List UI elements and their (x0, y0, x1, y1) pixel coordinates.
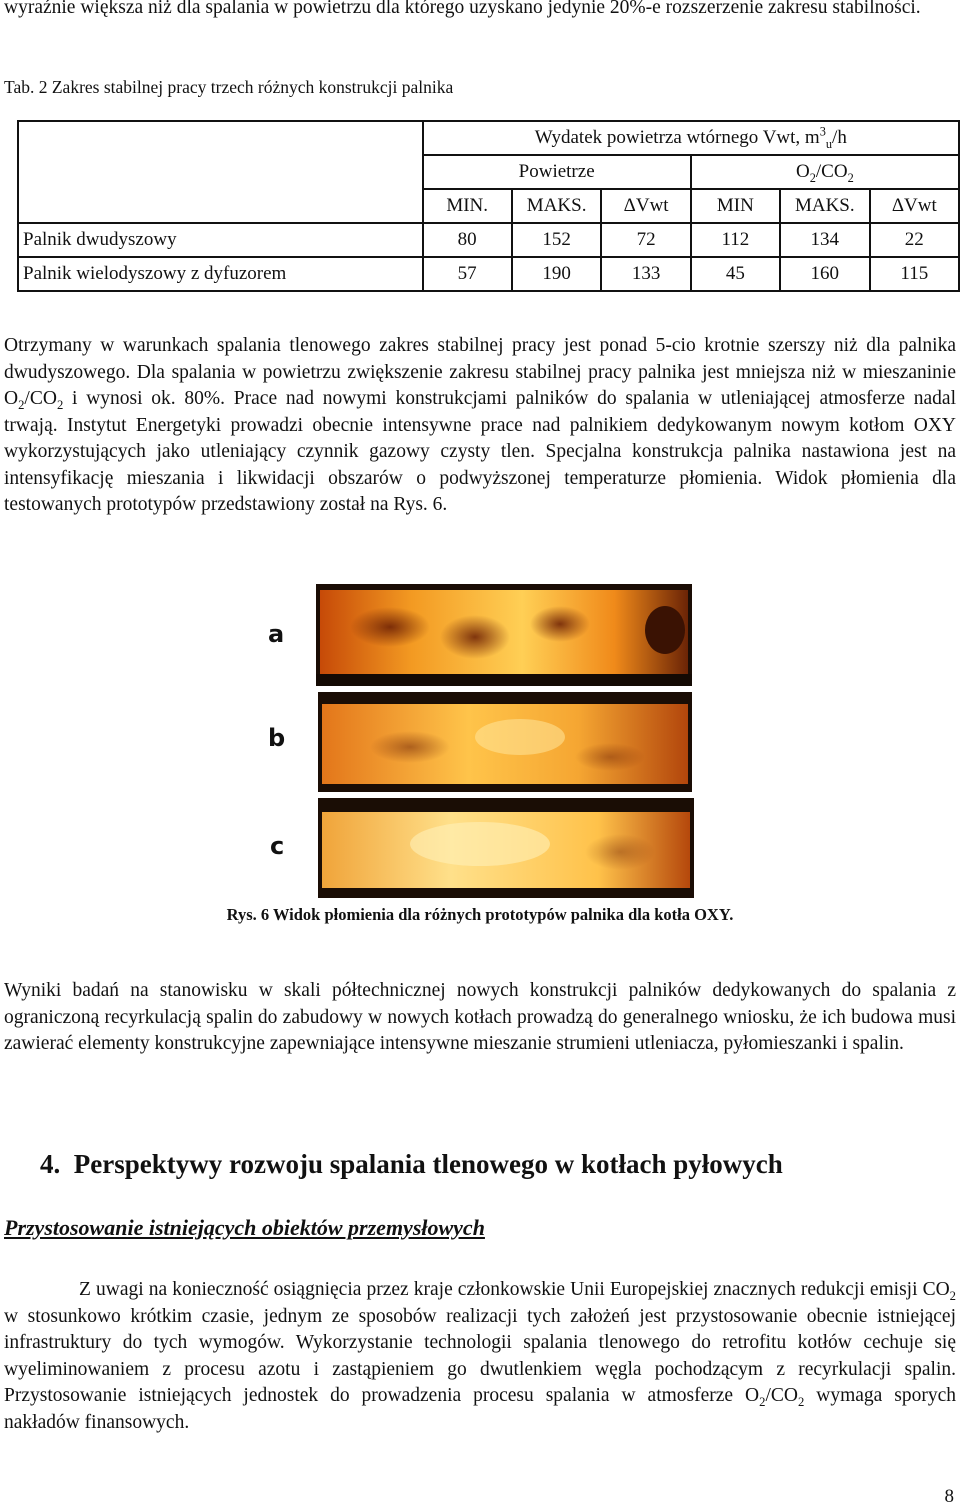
col-header-min-air: MIN. (423, 189, 512, 223)
table-cell: 160 (780, 257, 870, 291)
table-corner-cell (18, 121, 423, 223)
table-header-main: Wydatek powietrza wtórnego Vwt, $m^3_u/h$ (423, 121, 959, 155)
intro-paragraph (4, 0, 956, 22)
flame-figure (260, 582, 700, 900)
table-cell: 57 (423, 257, 512, 291)
table-cell: 80 (423, 223, 512, 257)
flame-label-a: a (268, 620, 285, 648)
section-subheading: Przystosowanie istniejących obiektów przemysłowych (4, 1215, 485, 1240)
table-cell: 190 (512, 257, 602, 291)
col-header-delta-oxy: ΔVwt (870, 189, 959, 223)
page-number: 8 (944, 1486, 954, 1507)
section-heading (40, 1149, 783, 1180)
col-header-delta-air: ΔVwt (601, 189, 690, 223)
flame-photo-b (318, 692, 692, 792)
table-group-air: Powietrze (423, 155, 691, 189)
table-cell: 115 (870, 257, 959, 291)
table-cell: 133 (601, 257, 690, 291)
flame-photo-a (316, 584, 692, 686)
table-row (18, 223, 959, 257)
flame-photo-c (318, 798, 694, 898)
table-cell: 112 (691, 223, 780, 257)
flame-label-b: b (268, 724, 286, 752)
table-group-oxy: $O_2/CO_2$ (691, 155, 959, 189)
col-header-max-air: MAKS. (512, 189, 602, 223)
paragraph-conclusions: Wyniki badań na stanowisku w skali półtechnicznej nowych konstrukcji palników dedykowanych do spalania z ograniczoną recyrkulacją spalin do zabudowy w nowych kotłach prowadzą do generalnego wniosku, że ich budowa musi zawierać elementy konstrukcyjne zapewniające intensywne mieszanie strumieni utleniacza, pyłomieszanki i spalin. (4, 980, 956, 1054)
table-row (18, 257, 959, 291)
paragraph-retrofit: Z uwagi na konieczność osiągnięcia przez kraje członkowskie Unii Europejskiej znacznych redukcji emisji $CO_2$ w stosunkowo krótkim czasie, jednym ze sposobów realizacji tych założeń jest przystosowanie obecnie istniejącej infrastruktury do tych wymogów. Wykorzystanie technologii spalania tlenowego do retrofitu kotłów cechuje się wyeliminowaniem z procesu azotu i zastąpieniem go dwutlenkiem węgla pochodzącym z recyrkulacji spalin. Przystosowanie istniejących jednostek do prowadzenia procesu spalania w atmosferze $O_2/CO_2$ wymaga sporych nakładów finansowych. (4, 1279, 956, 1433)
intro-text: wyraźnie większa niż dla spalania w powietrzu dla którego uzyskano jedynie 20%-e rozszerzenie zakresu stabilności. (4, 0, 921, 18)
table-cell: 22 (870, 223, 959, 257)
stability-table (17, 120, 960, 292)
table-cell: 134 (780, 223, 870, 257)
table-cell: 45 (691, 257, 780, 291)
paragraph-stability-results: Otrzymany w warunkach spalania tlenowego zakres stabilnej pracy jest ponad 5-cio krotnie szerszy niż dla palnika dwudyszowego. Dla spalania w powietrzu zwiększenie zakresu stabilnej pracy palnika jest mniejsza niż w mieszaninie $O_2/CO_2$ i wynosi ok. 80%. Prace nad nowymi konstrukcjami palników do spalania w utleniającej atmosferze nadal trwają. Instytut Energetyki prowadzi obecnie intensywne prace nad palnikiem dedykowanym nowym kotłom OXY wykorzystujących jako utleniający czynnik gazowy czysty tlen. Specjalna konstrukcja palnika nastawiona jest na intensyfikację mieszania i likwidacji obszarów o podwyższonej temperaturze płomienia. Widok płomienia dla testowanych prototypów przedstawiony został na Rys. 6. (4, 335, 956, 515)
section-number: 4. (40, 1149, 61, 1179)
flame-label-c: c (270, 832, 285, 860)
table-cell: 72 (601, 223, 690, 257)
figure-caption: Rys. 6 Widok płomienia dla różnych prototypów palnika dla kotła OXY. (226, 905, 734, 924)
row-label: Palnik wielodyszowy z dyfuzorem (18, 257, 423, 291)
row-label: Palnik dwudyszowy (18, 223, 423, 257)
col-header-max-oxy: MAKS. (780, 189, 870, 223)
section-title: Perspektywy rozwoju spalania tlenowego w kotłach pyłowych (73, 1149, 783, 1179)
col-header-min-oxy: MIN (691, 189, 780, 223)
table-caption: Tab. 2 Zakres stabilnej pracy trzech różnych konstrukcji palnika (4, 77, 454, 97)
table-cell: 152 (512, 223, 602, 257)
